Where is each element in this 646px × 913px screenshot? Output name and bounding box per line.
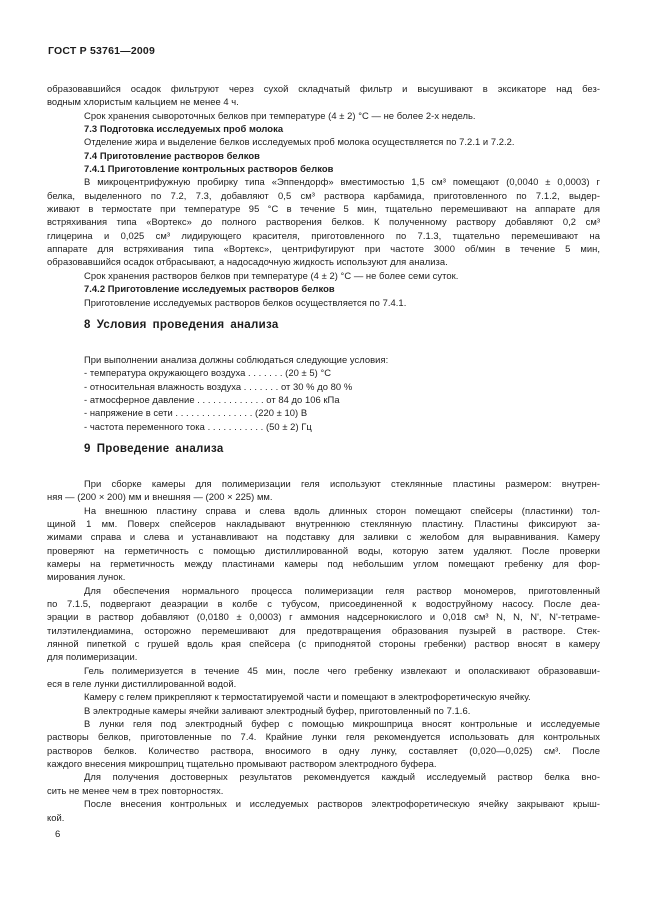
text-line: водным хлористым кальцием не менее 4 ч. [47, 96, 239, 108]
text-line: При сборке камеры для полимеризации геля используют стеклянные пластины размером: внутрен- [84, 477, 600, 489]
text-line: живают в термостате при температуре 95 °С в течение 5 мин, тщательно перемешивают на аппарате для [47, 203, 600, 215]
text-line: аппарате для встряхивания типа «Вортекс», центрифугируют при частоте 3000 об/мин в течение 5 мин, [47, 243, 600, 255]
text-line: растворы белков, приготовленные по 7.4. Крайние лунки геля рекомендуется использовать для контрольных [47, 731, 600, 743]
text-line: В лунки геля под электродный буфер с помощью микрошприца вносят контрольные и исследуемые [84, 718, 600, 730]
text-line: В микроцентрифужную пробирку типа «Эппендорф» вместимостью 1,5 см³ помещают (0,0040 ± 0,0003) г [84, 176, 600, 188]
text-line: лянной пипеткой с грушей вдоль края спейсера (с приподнятой стороны гребенки) раствор вносят в камеру [47, 638, 600, 650]
text-line: камеры на герметичность между пластинами камеры под небольшим углом помещают гребенку для фор- [47, 557, 600, 569]
text-line: встряхивания типа «Вортекс» до полного растворения белков. К полученному раствору добавляют 0,2 см³ [47, 216, 600, 228]
text-line: мирования лунок. [47, 571, 126, 583]
text-line: образовавшийся осадок отбрасывают, а надосадочную жидкость используют для анализа. [47, 256, 448, 268]
text-line: При выполнении анализа должны соблюдаться следующие условия: [84, 353, 389, 365]
section-heading: 8 Условия проведения анализа [84, 318, 279, 331]
text-line: проверяют на герметичность с помощью дистиллированной воды, которую затем удаляют. После проверки [47, 544, 600, 556]
text-line: сить не менее чем в трех повторностях. [47, 784, 224, 796]
condition-list-item: - температура окружающего воздуха . . . . . . . (20 ± 5) °С [84, 367, 332, 379]
text-line: В электродные камеры ячейки заливают электродный буфер, приготовленный по 7.1.6. [84, 704, 471, 716]
text-line: щиной 1 мм. Поверх спейсеров накладывают внутреннюю стеклянную пластину. Пластины фиксируют за- [47, 517, 600, 529]
text-line: После внесения контрольных и исследуемых растворов электрофоретическую ячейку закрывают крыш- [84, 798, 600, 810]
text-line: эрации в раствор добавляют (0,0180 ± 0,0003) г аммония надсернокислого и 0,018 см³ N, N, N', N'-тетраме- [47, 611, 600, 623]
text-line: жимами справа и слева и устанавливают на подставку для заливки с желобом для выравнивания. Камеру [47, 531, 600, 543]
text-line: Гель полимеризуется в течение 45 мин, после чего гребенку извлекают и ополаскивают образовавши- [84, 664, 600, 676]
section-heading: 9 Проведение анализа [84, 442, 224, 455]
text-line: Камеру с гелем прикрепляют к термостатируемой части и помещают в электрофоретическую ячейку. [84, 691, 531, 703]
text-line: растворов белков. Количество раствора, вносимого в одну лунку, составляет (0,020—0,025) см³. После [47, 744, 600, 756]
text-line: Срок хранения растворов белков при температуре (4 ± 2) °С — не более семи суток. [84, 269, 459, 281]
condition-list-item: - относительная влажность воздуха . . . . . . . от 30 % до 80 % [84, 380, 353, 392]
text-line: белка, выделенного по 7.2, 7.3, добавляют 0,5 см³ раствора карбамида, приготовленного по 7.1.2, выдер- [47, 189, 600, 201]
page-number: 6 [55, 829, 61, 840]
text-line: каждого внесения микрошприц тщательно промывают раствором электродного буфера. [47, 758, 437, 770]
text-line: 7.4.2 Приготовление исследуемых растворов белков [84, 283, 335, 295]
text-line: образовавшийся осадок фильтруют через сухой складчатый фильтр и высушивают в эксикаторе над без- [47, 83, 600, 94]
document-body [47, 82, 600, 824]
text-line: для полимеризации. [47, 651, 138, 663]
text-line: 7.3 Подготовка исследуемых проб молока [84, 123, 284, 135]
text-line: Отделение жира и выделение белков исследуемых проб молока осуществляется по 7.2.1 и 7.2.2. [84, 136, 515, 148]
text-line: Для обеспечения нормального процесса полимеризации геля раствор мономеров, приготовленный [84, 584, 600, 596]
text-line: 7.4 Приготовление растворов белков [84, 149, 260, 161]
text-line: Срок хранения сывороточных белков при температуре (4 ± 2) °С — не более 2-х недель. [84, 109, 476, 121]
text-line: тилэтилендиамина, осторожно перемешивают для предотвращения образования пузырей в растворе. Стек- [47, 624, 600, 636]
text-line: 7.4.1 Приготовление контрольных растворов белков [84, 163, 334, 175]
text-line: глицерина и 0,025 см³ лидирующего красителя, приготовленного по 7.1.3, тщательно перемешивают на [47, 229, 600, 241]
text-line: На внешнюю пластину справа и слева вдоль длинных сторон помещают спейсеры (пластинки) тол- [84, 504, 600, 516]
condition-list-item: - частота переменного тока . . . . . . . . . . . (50 ± 2) Гц [84, 420, 312, 432]
condition-list-item: - напряжение в сети . . . . . . . . . . . . . . . (220 ± 10) В [84, 407, 308, 419]
text-line: кой. [47, 811, 65, 823]
text-line: Для получения достоверных результатов рекомендуется каждый исследуемый раствор белка вно- [84, 771, 600, 783]
text-line: по 7.1.5, подвергают деаэрации в колбе с тубусом, присоединенной к водоструйному насосу. После деа- [47, 598, 600, 609]
text-line: Приготовление исследуемых растворов белков осуществляется по 7.4.1. [84, 296, 407, 308]
text-line: еся в геле лунки дистиллированной водой. [47, 678, 237, 690]
document-code-header: ГОСТ Р 53761—2009 [48, 45, 156, 57]
condition-list-item: - атмосферное давление . . . . . . . . . . . . . от 84 до 106 кПа [84, 393, 340, 405]
text-line: няя — (200 × 200) мм и внешняя — (200 × 225) мм. [47, 491, 273, 503]
